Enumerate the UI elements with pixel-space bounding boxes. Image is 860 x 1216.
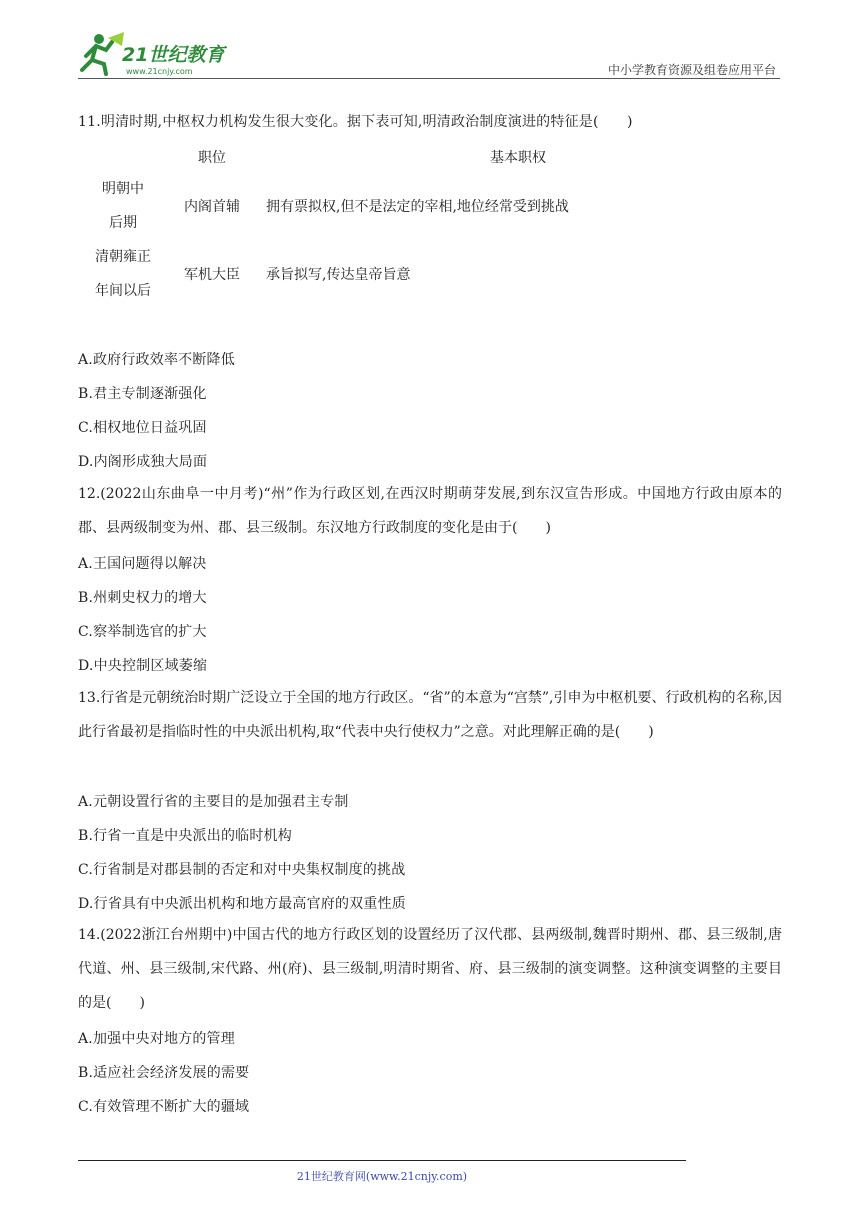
table-row-1-period: 明朝中 后期	[102, 181, 144, 231]
header-tagline: 中小学教育资源及组卷应用平台	[607, 63, 776, 77]
q14-option-a: A.加强中央对地方的管理	[78, 1031, 235, 1047]
table-row-2-position: 军机大臣	[184, 267, 240, 283]
q12-option-c: C.察举制选官的扩大	[78, 624, 207, 640]
q12-option-b: B.州刺史权力的增大	[78, 590, 207, 606]
table-header-position: 职位	[198, 150, 226, 166]
q11-option-a: A.政府行政效率不断降低	[78, 352, 235, 368]
footer-text: 21世纪教育网(www.21cnjy.com)	[296, 1170, 468, 1183]
table-row-1-position: 内阁首辅	[184, 199, 240, 215]
q14-option-c: C.有效管理不断扩大的疆域	[78, 1099, 250, 1115]
table-header-duty: 基本职权	[490, 150, 546, 166]
q13-stem: 13.行省是元朝统治时期广泛设立于全国的地方行政区。“省”的本意为“宫禁”,引申为中枢机要、行政机构的名称,因此行省最初是指临时性的中央派出机构,取“代表中央行使权力”之意。对此理解正确的是( )	[78, 690, 782, 740]
footer-divider	[78, 1160, 686, 1161]
q13-option-c: C.行省制是对郡县制的否定和对中央集权制度的挑战	[78, 862, 406, 878]
header-divider	[78, 78, 780, 79]
q14-option-b: B.适应社会经济发展的需要	[78, 1065, 250, 1081]
brand-url: www.21cnjy.com	[126, 67, 193, 76]
q12-option-a: A.王国问题得以解决	[78, 556, 207, 572]
q11-option-c: C.相权地位日益巩固	[78, 420, 207, 436]
brand-name: 21世纪教育	[122, 44, 225, 66]
q14-stem: 14.(2022浙江台州期中)中国古代的地方行政区划的设置经历了汉代郡、县两级制,魏晋时期州、郡、县三级制,唐代道、州、县三级制,宋代路、州(府)、县三级制,明清时期省、府、县三级制的演变调整。这种演变调整的主要目的是( )	[78, 927, 782, 1011]
q13-option-a: A.元朝设置行省的主要目的是加强君主专制	[78, 794, 349, 810]
q11-option-d: D.内阁形成独大局面	[78, 454, 208, 470]
table-row-2-period: 清朝雍正 年间以后	[95, 249, 151, 299]
q13-option-d: D.行省具有中央派出机构和地方最高官府的双重性质	[78, 896, 406, 912]
page-header	[78, 30, 780, 78]
q13-option-b: B.行省一直是中央派出的临时机构	[78, 828, 292, 844]
q11-stem: 11.明清时期,中枢权力机构发生很大变化。据下表可知,明清政治制度演进的特征是( )	[78, 114, 633, 130]
q11-option-b: B.君主专制逐渐强化	[78, 386, 207, 402]
q11-table	[78, 138, 678, 308]
runner-icon	[78, 30, 238, 78]
q12-option-d: D.中央控制区域萎缩	[78, 658, 208, 674]
table-row-2-duty: 承旨拟写,传达皇帝旨意	[266, 267, 411, 283]
brand-logo	[78, 30, 238, 78]
table-row-1-duty: 拥有票拟权,但不是法定的宰相,地位经常受到挑战	[266, 199, 569, 215]
q12-stem: 12.(2022山东曲阜一中月考)“州”作为行政区划,在西汉时期萌芽发展,到东汉宣告形成。中国地方行政由原本的郡、县两级制变为州、郡、县三级制。东汉地方行政制度的变化是由于( )	[78, 486, 782, 536]
